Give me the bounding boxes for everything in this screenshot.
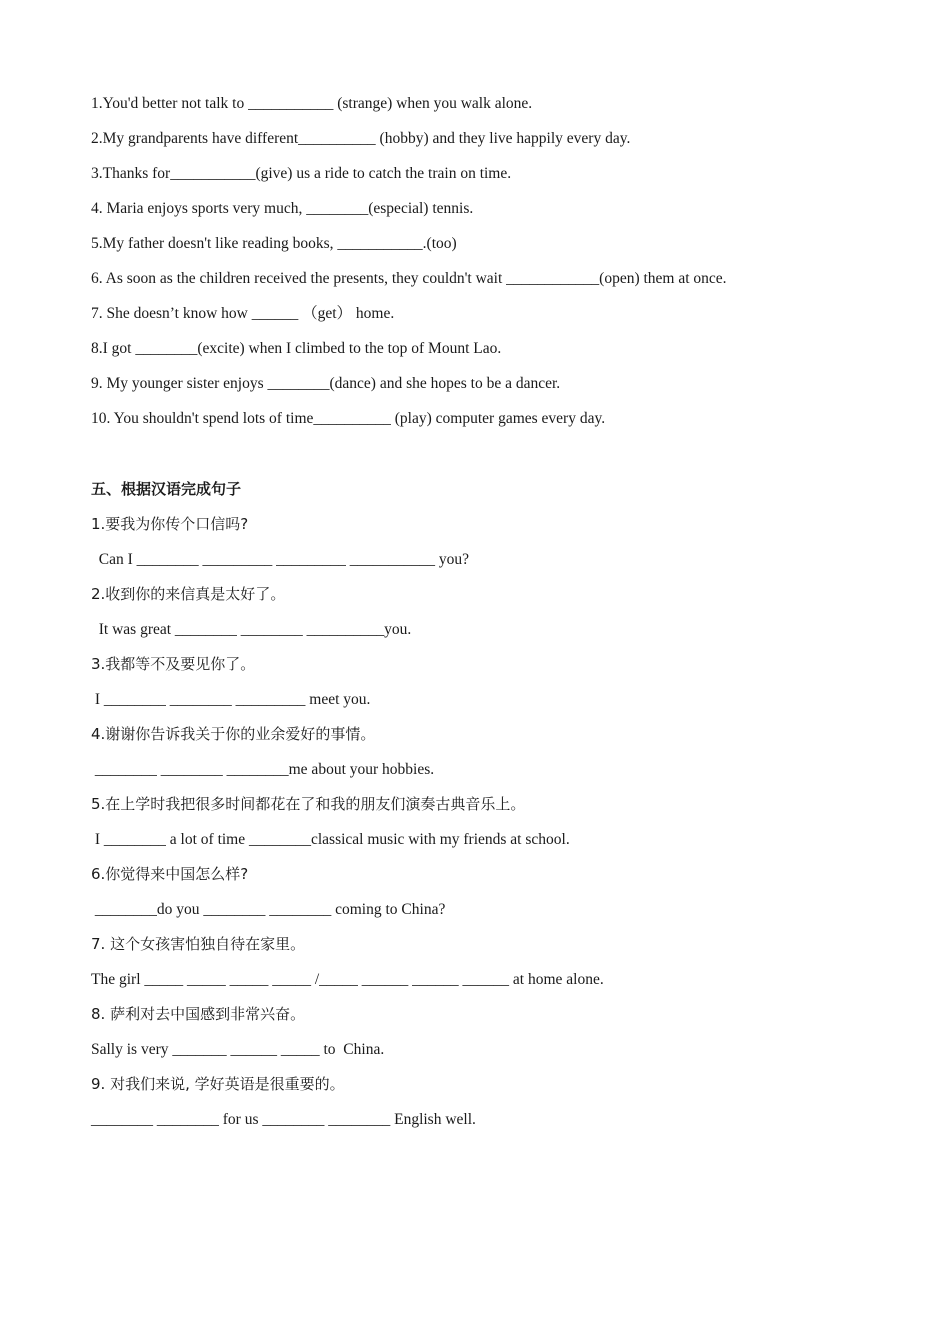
translation-prompt-4: 4.谢谢你告诉我关于你的业余爱好的事情。 bbox=[91, 725, 376, 743]
translation-prompt-2: 2.收到你的来信真是太好了。 bbox=[91, 585, 286, 603]
translation-prompt-6: 6.你觉得来中国怎么样? bbox=[91, 865, 249, 883]
question-6: 6. As soon as the children received the presents, they couldn't wait ____________(open) them at once. bbox=[91, 270, 727, 287]
translation-answer-8: Sally is very _______ ______ _____ to China. bbox=[91, 1041, 385, 1058]
question-2: 2.My grandparents have different__________ (hobby) and they live happily every day. bbox=[91, 130, 631, 147]
translation-prompt-8: 8. 萨利对去中国感到非常兴奋。 bbox=[91, 1005, 306, 1023]
translation-answer-2: It was great ________ ________ __________you. bbox=[91, 621, 412, 638]
translation-answer-1: Can I ________ _________ _________ ___________ you? bbox=[91, 551, 470, 568]
translation-prompt-5: 5.在上学时我把很多时间都花在了和我的朋友们演奏古典音乐上。 bbox=[91, 795, 526, 813]
translation-answer-5: I ________ a lot of time ________classical music with my friends at school. bbox=[91, 831, 570, 848]
question-3: 3.Thanks for___________(give) us a ride to catch the train on time. bbox=[91, 165, 512, 182]
question-8: 8.I got ________(excite) when I climbed to the top of Mount Lao. bbox=[91, 340, 502, 357]
translation-answer-4: ________ ________ ________me about your hobbies. bbox=[91, 761, 435, 778]
question-10: 10. You shouldn't spend lots of time__________ (play) computer games every day. bbox=[91, 410, 606, 427]
translation-prompt-7: 7. 这个女孩害怕独自待在家里。 bbox=[91, 935, 306, 953]
section-heading: 五、根据汉语完成句子 bbox=[91, 480, 242, 498]
translation-answer-3: I ________ ________ _________ meet you. bbox=[91, 691, 371, 708]
question-5: 5.My father doesn't like reading books, ___________.(too) bbox=[91, 235, 457, 252]
question-9: 9. My younger sister enjoys ________(dance) and she hopes to be a dancer. bbox=[91, 375, 561, 392]
translation-answer-6: ________do you ________ ________ coming to China? bbox=[91, 901, 446, 918]
translation-prompt-3: 3.我都等不及要见你了。 bbox=[91, 655, 256, 673]
question-7: 7. She doesn’t know how ______ （get） home. bbox=[91, 305, 395, 322]
translation-prompt-1: 1.要我为你传个口信吗? bbox=[91, 515, 249, 533]
translation-answer-7: The girl _____ _____ _____ _____ /_____ ______ ______ ______ at home alone. bbox=[91, 971, 604, 988]
question-4: 4. Maria enjoys sports very much, ________(especial) tennis. bbox=[91, 200, 474, 217]
translation-answer-9: ________ ________ for us ________ ________ English well. bbox=[91, 1111, 476, 1128]
translation-prompt-9: 9. 对我们来说, 学好英语是很重要的。 bbox=[91, 1075, 345, 1093]
question-1: 1.You'd better not talk to ___________ (strange) when you walk alone. bbox=[91, 95, 533, 112]
